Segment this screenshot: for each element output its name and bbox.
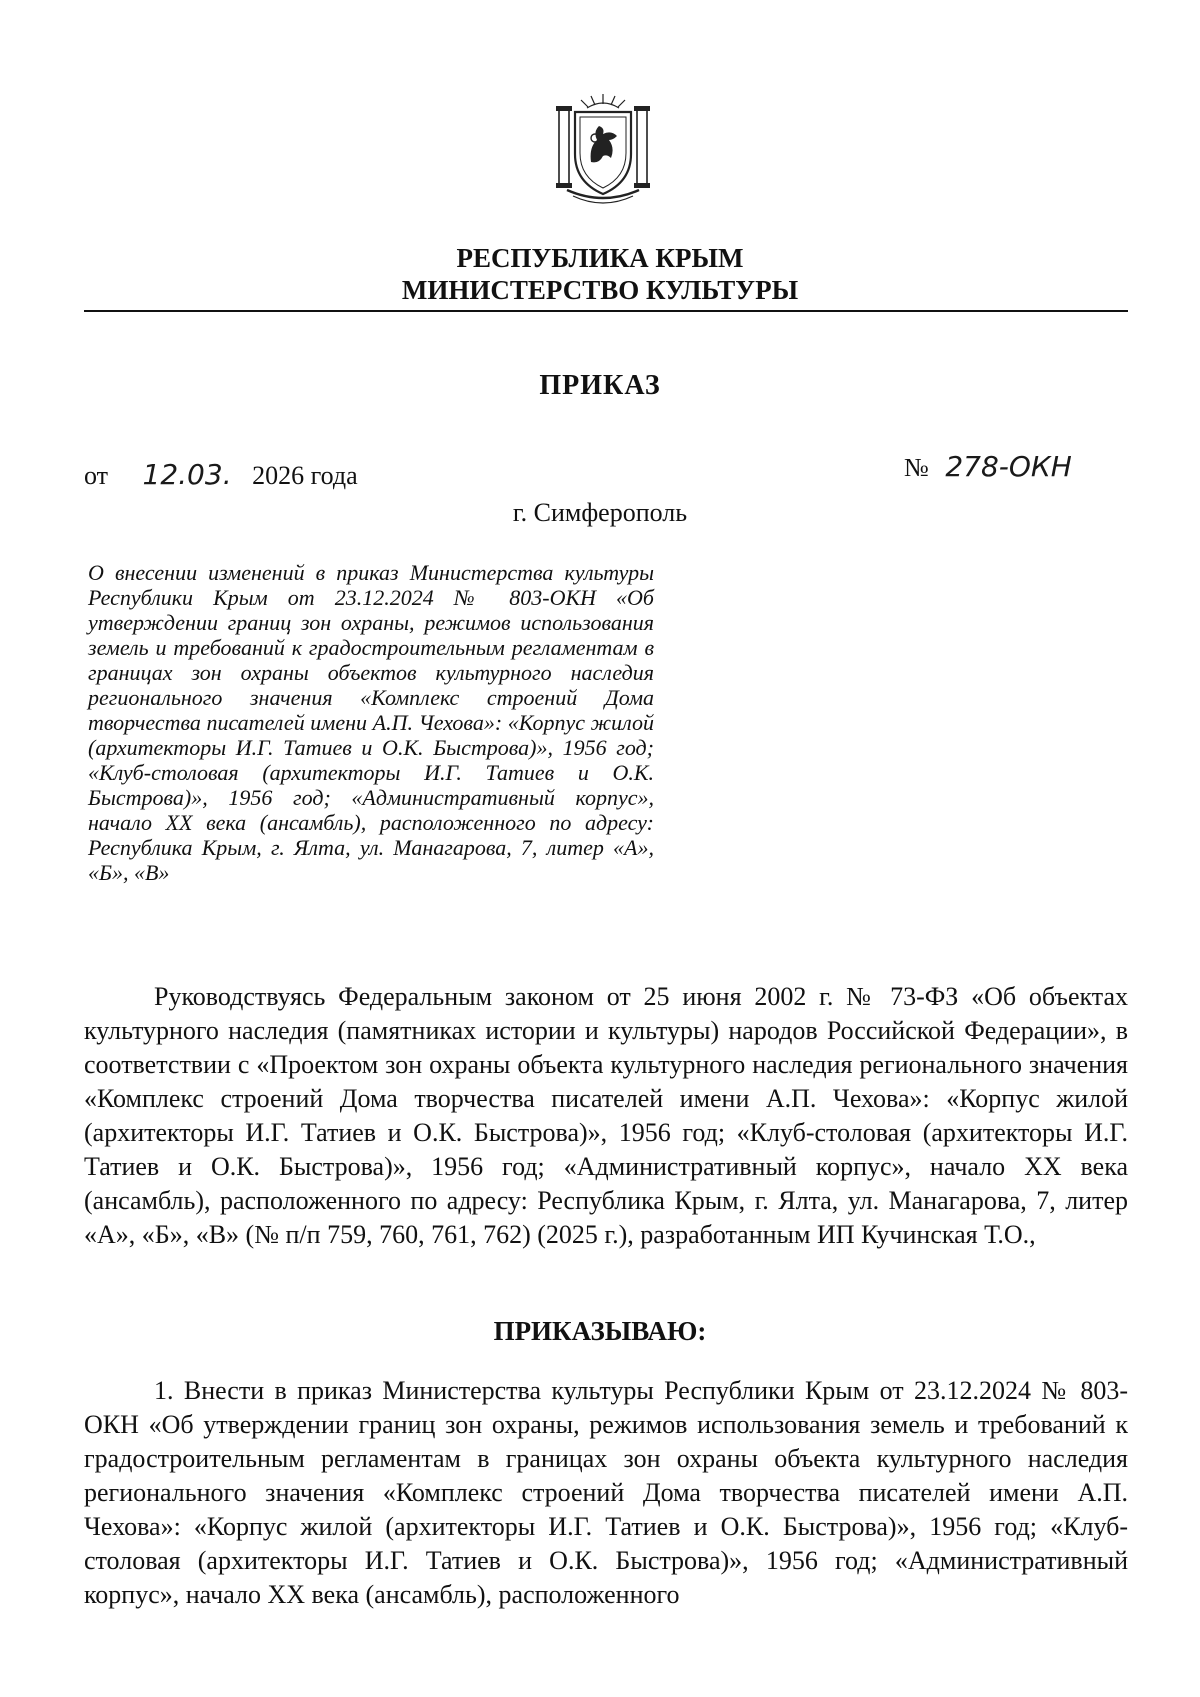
header-divider [84, 310, 1128, 312]
republic-name: РЕСПУБЛИКА КРЫМ [456, 243, 744, 273]
item-1-paragraph: 1. Внести в приказ Министерства культуры Республики Крым от 23.12.2024 № 803-ОКН «Об утверждении границ зон охраны, режимов использования земель и требований к градостроительным регламентам в границах зон охраны объекта культурного наследия регионального значения «Комплекс строений Дома творчества писателей имени А.П. Чехова»: «Корпус жилой (архитекторы И.Г. Татиев и О.К. Быстрова)», 1956 год; «Клуб-столовая (архитекторы И.Г. Татиев и О.К. Быстрова)», 1956 год; «Административный корпус», начало XX века (ансамбль), расположенного [84, 1376, 1128, 1609]
ministry-name: МИНИСТЕРСТВО КУЛЬТУРЫ [401, 275, 799, 305]
handwritten-number: 278-ОКН [945, 450, 1072, 483]
date-line [84, 458, 358, 491]
date-year: 2026 года [252, 461, 358, 490]
city: г. Симферополь [512, 498, 688, 527]
order-number [904, 450, 1072, 483]
handwritten-date: 12.03. [142, 458, 232, 491]
order-heading: ПРИКАЗЫВАЮ: [493, 1316, 707, 1346]
order-subject: О внесении изменений в приказ Министерства культуры Республики Крым от 23.12.2024 № 803-ОКН «Об утверждении границ зон охраны, режимов использования земель и требований к градостроительным регламентам в границах зон охраны объектов культурного наследия регионального значения «Комплекс строений Дома творчества писателей имени А.П. Чехова»: «Корпус жилой (архитекторы И.Г. Татиев и О.К. Быстрова)», 1956 год; «Клуб-столовая (архитекторы И.Г. Татиев и О.К. Быстрова)», 1956 год; «Административный корпус», начало XX века (ансамбль), расположенного по адресу: Республика Крым, г. Ялта, ул. Манагарова, 7, литер «А», «Б», «В» [88, 560, 654, 885]
date-prefix: от [84, 461, 109, 490]
preamble-paragraph: Руководствуясь Федеральным законом от 25 июня 2002 г. № 73-ФЗ «Об объектах культурного наследия (памятниках истории и культуры) народов Российской Федерации», в соответствии с «Проектом зон охраны объекта культурного наследия регионального значения «Комплекс строений Дома творчества писателей имени А.П. Чехова»: «Корпус жилой (архитекторы И.Г. Татиев и О.К. Быстрова)», 1956 год; «Клуб-столовая (архитекторы И.Г. Татиев и О.К. Быстрова)», 1956 год; «Административный корпус», начало XX века (ансамбль), расположенного по адресу: Республика Крым, г. Ялта, ул. Манагарова, 7, литер «А», «Б», «В» (№ п/п 759, 760, 761, 762) (2025 г.), разработанным ИП Кучинская Т.О., [84, 982, 1128, 1249]
number-label: № [904, 453, 929, 482]
crimea-coat-of-arms-icon [553, 92, 653, 204]
document-type: ПРИКАЗ [539, 370, 661, 401]
